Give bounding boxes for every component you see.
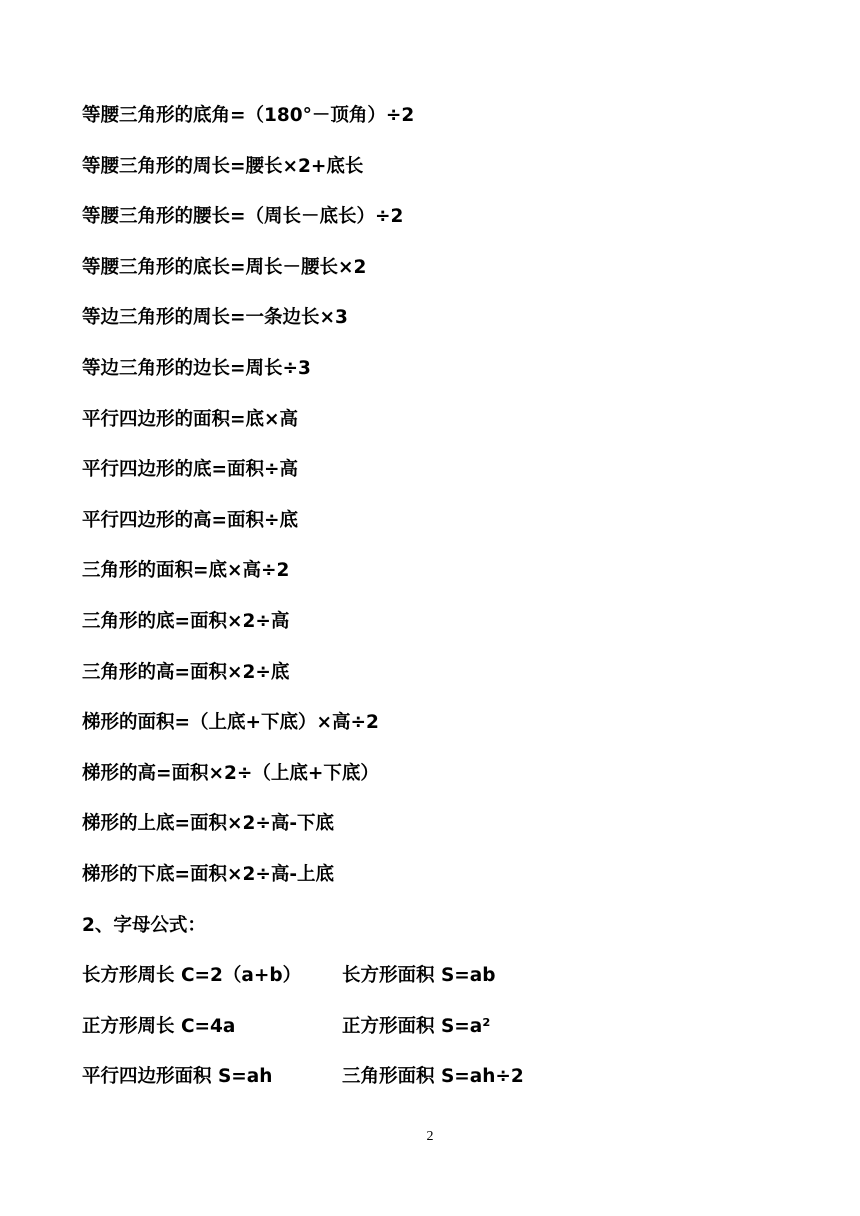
formula-line: 等边三角形的边长=周长÷3 <box>82 357 311 379</box>
formula-line: 梯形的上底=面积×2÷高-下底 <box>82 813 335 835</box>
letter-formula-left: 正方形周长 C=4a <box>82 1015 236 1037</box>
letter-formula-right: 正方形面积 S=a² <box>342 1015 491 1037</box>
letter-formula-right: 长方形面积 S=ab <box>342 965 496 987</box>
formula-line: 等腰三角形的周长=腰长×2+底长 <box>82 155 364 177</box>
formula-line: 等边三角形的周长=一条边长×3 <box>82 307 348 329</box>
section-heading: 2、字母公式： <box>82 914 206 936</box>
letter-formula-left: 平行四边形面积 S=ah <box>82 1066 273 1088</box>
formula-line: 三角形的面积=底×高÷2 <box>82 560 290 582</box>
letter-formula-left: 长方形周长 C=2（a+b） <box>82 965 302 987</box>
formula-line: 平行四边形的面积=底×高 <box>82 408 299 430</box>
letter-formula-row <box>82 963 782 1014</box>
formula-line: 三角形的底=面积×2÷高 <box>82 610 290 632</box>
letter-formula-right: 三角形面积 S=ah÷2 <box>342 1066 524 1088</box>
formula-line: 梯形的下底=面积×2÷高-上底 <box>82 863 335 885</box>
formula-list <box>82 103 782 1115</box>
formula-line: 平行四边形的高=面积÷底 <box>82 509 299 531</box>
formula-line: 等腰三角形的腰长=（周长－底长）÷2 <box>82 206 404 228</box>
formula-line: 等腰三角形的底长=周长－腰长×2 <box>82 256 367 278</box>
formula-line: 梯形的面积=（上底+下底）×高÷2 <box>82 712 379 734</box>
letter-formula-row <box>82 1014 782 1065</box>
formula-line: 平行四边形的底=面积÷高 <box>82 459 299 481</box>
formula-line: 等腰三角形的底角=（180°－顶角）÷2 <box>82 105 415 126</box>
formula-line: 梯形的高=面积×2÷（上底+下底） <box>82 762 379 784</box>
letter-formula-row <box>82 1064 782 1115</box>
page-number: 2 <box>426 1129 434 1144</box>
formula-line: 三角形的高=面积×2÷底 <box>82 661 290 683</box>
